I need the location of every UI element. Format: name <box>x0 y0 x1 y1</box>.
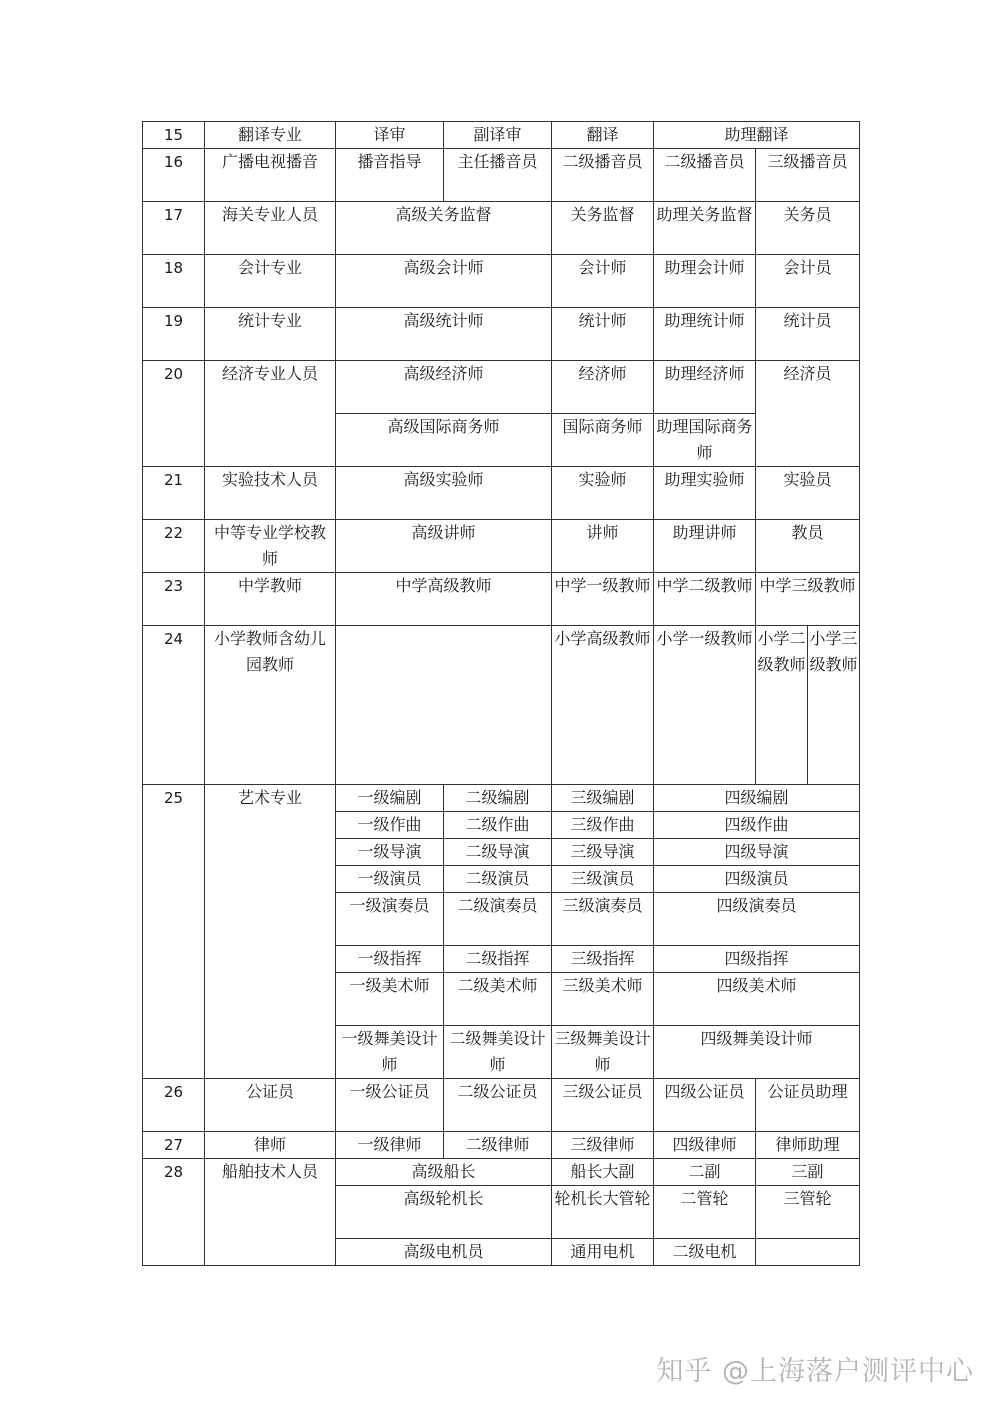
title-cell: 三级公证员 <box>552 1079 654 1132</box>
title-cell: 律师助理 <box>756 1132 860 1159</box>
title-cell: 三级演奏员 <box>552 893 654 946</box>
title-cell: 三级律师 <box>552 1132 654 1159</box>
title-cell: 高级轮机长 <box>336 1186 552 1239</box>
title-cell: 一级编剧 <box>336 785 444 812</box>
title-cell: 高级实验师 <box>336 467 552 520</box>
title-cell: 经济师 <box>552 361 654 414</box>
profession-name: 船舶技术人员 <box>205 1159 336 1266</box>
title-cell: 三级美术师 <box>552 973 654 1026</box>
title-cell: 高级国际商务师 <box>336 414 552 467</box>
row-number: 28 <box>143 1159 205 1266</box>
row-number: 19 <box>143 308 205 361</box>
table-row <box>143 1079 860 1132</box>
title-cell: 二副 <box>654 1159 756 1186</box>
title-cell: 通用电机 <box>552 1239 654 1266</box>
row-number: 16 <box>143 149 205 202</box>
title-cell: 高级关务监督 <box>336 202 552 255</box>
profession-name: 翻译专业 <box>205 122 336 149</box>
title-cell: 四级指挥 <box>654 946 860 973</box>
title-cell: 国际商务师 <box>552 414 654 467</box>
title-cell: 四级公证员 <box>654 1079 756 1132</box>
table-row <box>143 122 860 149</box>
title-cell: 四级律师 <box>654 1132 756 1159</box>
profession-name: 中学教师 <box>205 573 336 626</box>
title-cell: 公证员助理 <box>756 1079 860 1132</box>
title-cell: 三级指挥 <box>552 946 654 973</box>
title-cell: 四级导演 <box>654 839 860 866</box>
title-cell: 轮机长大管轮 <box>552 1186 654 1239</box>
table-row <box>143 1159 860 1186</box>
profession-name: 统计专业 <box>205 308 336 361</box>
title-cell: 助理关务监督 <box>654 202 756 255</box>
title-cell: 二级律师 <box>444 1132 552 1159</box>
table-row <box>143 361 860 414</box>
title-cell: 讲师 <box>552 520 654 573</box>
title-cell: 三副 <box>756 1159 860 1186</box>
title-cell: 小学二级教师 <box>756 626 808 785</box>
title-cell: 实验师 <box>552 467 654 520</box>
table-row <box>143 1132 860 1159</box>
title-cell: 高级电机员 <box>336 1239 552 1266</box>
title-cell: 三管轮 <box>756 1186 860 1239</box>
title-cell: 二级编剧 <box>444 785 552 812</box>
profession-name: 小学教师含幼儿园教师 <box>205 626 336 785</box>
title-cell: 小学三级教师 <box>808 626 860 785</box>
title-cell: 四级美术师 <box>654 973 860 1026</box>
table-row <box>143 255 860 308</box>
title-cell: 二级导演 <box>444 839 552 866</box>
profession-name: 公证员 <box>205 1079 336 1132</box>
title-cell: 一级舞美设计师 <box>336 1026 444 1079</box>
title-cell-empty <box>336 626 552 785</box>
title-cell-empty <box>756 1239 860 1266</box>
title-cell: 三级舞美设计师 <box>552 1026 654 1079</box>
title-cell: 关务员 <box>756 202 860 255</box>
title-cell: 三级导演 <box>552 839 654 866</box>
title-cell: 高级经济师 <box>336 361 552 414</box>
title-cell: 助理讲师 <box>654 520 756 573</box>
profession-name: 经济专业人员 <box>205 361 336 467</box>
table-row <box>143 149 860 202</box>
title-cell: 高级会计师 <box>336 255 552 308</box>
title-cell: 助理会计师 <box>654 255 756 308</box>
title-cell: 二级演奏员 <box>444 893 552 946</box>
title-cell: 会计员 <box>756 255 860 308</box>
title-cell: 小学一级教师 <box>654 626 756 785</box>
title-cell: 船长大副 <box>552 1159 654 1186</box>
profession-name: 实验技术人员 <box>205 467 336 520</box>
row-number: 26 <box>143 1079 205 1132</box>
title-cell: 一级演员 <box>336 866 444 893</box>
profession-name: 广播电视播音 <box>205 149 336 202</box>
title-cell: 主任播音员 <box>444 149 552 202</box>
row-number: 25 <box>143 785 205 1079</box>
title-cell: 一级律师 <box>336 1132 444 1159</box>
table-row <box>143 785 860 812</box>
row-number: 15 <box>143 122 205 149</box>
profession-name: 艺术专业 <box>205 785 336 1079</box>
title-cell: 二级播音员 <box>654 149 756 202</box>
profession-name: 海关专业人员 <box>205 202 336 255</box>
title-cell: 二级美术师 <box>444 973 552 1026</box>
title-cell: 二级播音员 <box>552 149 654 202</box>
title-cell: 实验员 <box>756 467 860 520</box>
title-cell: 中学高级教师 <box>336 573 552 626</box>
professional-title-table <box>142 121 860 1266</box>
title-cell: 二级演员 <box>444 866 552 893</box>
row-number: 18 <box>143 255 205 308</box>
row-number: 21 <box>143 467 205 520</box>
title-cell: 中学一级教师 <box>552 573 654 626</box>
row-number: 23 <box>143 573 205 626</box>
title-cell: 四级编剧 <box>654 785 860 812</box>
title-cell: 中学二级教师 <box>654 573 756 626</box>
profession-name: 会计专业 <box>205 255 336 308</box>
title-cell: 副译审 <box>444 122 552 149</box>
title-cell: 关务监督 <box>552 202 654 255</box>
title-cell: 播音指导 <box>336 149 444 202</box>
title-cell: 二级舞美设计师 <box>444 1026 552 1079</box>
title-cell: 助理实验师 <box>654 467 756 520</box>
title-cell: 三级作曲 <box>552 812 654 839</box>
title-cell: 助理统计师 <box>654 308 756 361</box>
title-cell: 一级美术师 <box>336 973 444 1026</box>
title-cell: 四级演员 <box>654 866 860 893</box>
row-number: 22 <box>143 520 205 573</box>
title-cell: 二级公证员 <box>444 1079 552 1132</box>
row-number: 27 <box>143 1132 205 1159</box>
title-cell: 一级作曲 <box>336 812 444 839</box>
title-cell: 统计员 <box>756 308 860 361</box>
title-cell: 统计师 <box>552 308 654 361</box>
title-cell: 助理国际商务师 <box>654 414 756 467</box>
title-cell: 教员 <box>756 520 860 573</box>
title-cell: 助理经济师 <box>654 361 756 414</box>
table-row <box>143 308 860 361</box>
table-row <box>143 626 860 785</box>
title-cell: 翻译 <box>552 122 654 149</box>
title-cell: 高级统计师 <box>336 308 552 361</box>
row-number: 17 <box>143 202 205 255</box>
row-number: 20 <box>143 361 205 467</box>
title-cell: 二级作曲 <box>444 812 552 839</box>
title-cell: 中学三级教师 <box>756 573 860 626</box>
title-cell: 一级指挥 <box>336 946 444 973</box>
title-cell: 高级讲师 <box>336 520 552 573</box>
profession-name: 中等专业学校教师 <box>205 520 336 573</box>
title-cell: 会计师 <box>552 255 654 308</box>
row-number: 24 <box>143 626 205 785</box>
table-row <box>143 520 860 573</box>
title-cell: 一级公证员 <box>336 1079 444 1132</box>
title-cell: 高级船长 <box>336 1159 552 1186</box>
title-cell: 小学高级教师 <box>552 626 654 785</box>
title-cell: 四级作曲 <box>654 812 860 839</box>
watermark: 知乎 @上海落户测评中心 <box>656 1356 974 1387</box>
title-cell: 一级演奏员 <box>336 893 444 946</box>
title-cell: 三级演员 <box>552 866 654 893</box>
title-cell: 三级播音员 <box>756 149 860 202</box>
title-cell: 一级导演 <box>336 839 444 866</box>
table-row <box>143 467 860 520</box>
title-cell: 助理翻译 <box>654 122 860 149</box>
title-cell: 译审 <box>336 122 444 149</box>
profession-name: 律师 <box>205 1132 336 1159</box>
title-cell: 三级编剧 <box>552 785 654 812</box>
title-cell: 四级演奏员 <box>654 893 860 946</box>
title-cell: 二管轮 <box>654 1186 756 1239</box>
title-cell: 四级舞美设计师 <box>654 1026 860 1079</box>
title-cell: 二级指挥 <box>444 946 552 973</box>
table-row <box>143 202 860 255</box>
title-cell: 二级电机 <box>654 1239 756 1266</box>
table-row <box>143 573 860 626</box>
title-cell: 经济员 <box>756 361 860 467</box>
